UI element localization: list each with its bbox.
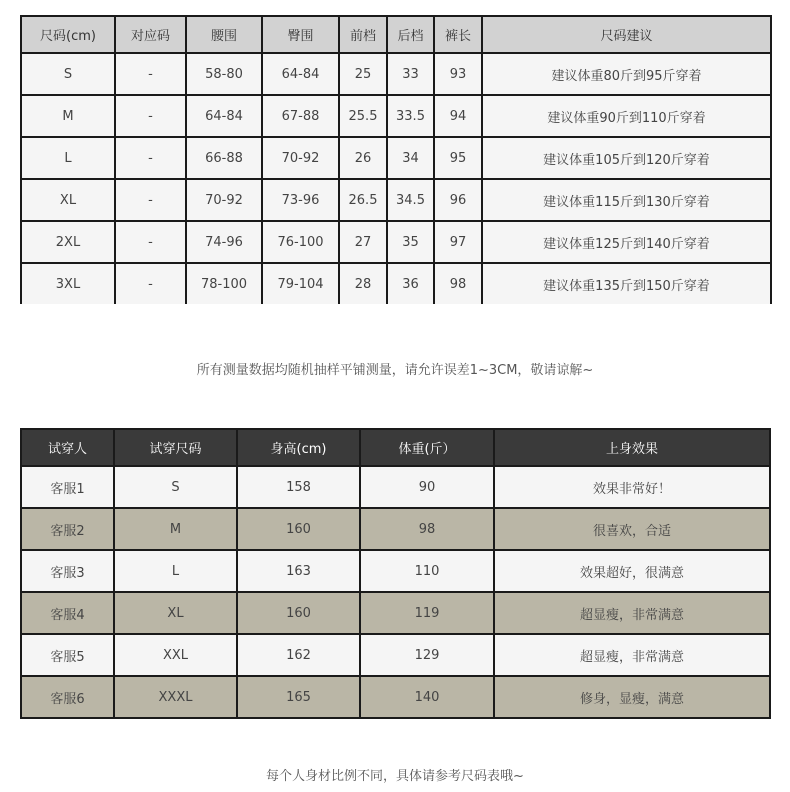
cell-equivalent-size: -	[115, 221, 186, 263]
cell-fit-effect: 效果超好，很满意	[494, 550, 770, 592]
cell-size: S	[21, 53, 115, 95]
cell-size-advice: 建议体重80斤到95斤穿着	[482, 53, 771, 95]
cell-hip: 76-100	[262, 221, 339, 263]
cell-waist: 58-80	[186, 53, 262, 95]
cell-back-rise: 36	[387, 263, 434, 304]
cell-equivalent-size: -	[115, 179, 186, 221]
cell-fit-effect: 效果非常好！	[494, 466, 770, 508]
cell-pants-length: 96	[434, 179, 482, 221]
header-tester: 试穿人	[21, 429, 114, 466]
header-back-rise: 后档	[387, 16, 434, 53]
cell-weight: 98	[360, 508, 494, 550]
cell-pants-length: 94	[434, 95, 482, 137]
header-weight: 体重(斤）	[360, 429, 494, 466]
try-on-row	[21, 592, 770, 634]
try-on-row	[21, 634, 770, 676]
cell-tested-size: XXL	[114, 634, 237, 676]
cell-back-rise: 34	[387, 137, 434, 179]
cell-height: 163	[237, 550, 360, 592]
header-size: 尺码(cm)	[21, 16, 115, 53]
cell-height: 158	[237, 466, 360, 508]
cell-waist: 78-100	[186, 263, 262, 304]
cell-tester: 客服4	[21, 592, 114, 634]
cell-back-rise: 35	[387, 221, 434, 263]
size-chart-table	[20, 15, 772, 304]
header-equivalent-size: 对应码	[115, 16, 186, 53]
cell-waist: 64-84	[186, 95, 262, 137]
cell-hip: 67-88	[262, 95, 339, 137]
try-on-row	[21, 466, 770, 508]
cell-height: 165	[237, 676, 360, 718]
cell-size: L	[21, 137, 115, 179]
cell-size-advice: 建议体重135斤到150斤穿着	[482, 263, 771, 304]
cell-weight: 110	[360, 550, 494, 592]
header-hip: 臀围	[262, 16, 339, 53]
header-tested-size: 试穿尺码	[114, 429, 237, 466]
cell-tested-size: M	[114, 508, 237, 550]
cell-waist: 70-92	[186, 179, 262, 221]
size-row	[21, 53, 771, 95]
cell-size-advice: 建议体重115斤到130斤穿着	[482, 179, 771, 221]
header-pants-length: 裤长	[434, 16, 482, 53]
cell-front-rise: 25.5	[339, 95, 387, 137]
cell-waist: 74-96	[186, 221, 262, 263]
cell-tester: 客服5	[21, 634, 114, 676]
cell-back-rise: 33.5	[387, 95, 434, 137]
cell-tested-size: L	[114, 550, 237, 592]
cell-weight: 129	[360, 634, 494, 676]
try-on-table	[20, 428, 771, 719]
cell-tester: 客服2	[21, 508, 114, 550]
cell-hip: 73-96	[262, 179, 339, 221]
cell-size-advice: 建议体重105斤到120斤穿着	[482, 137, 771, 179]
header-front-rise: 前档	[339, 16, 387, 53]
cell-size-advice: 建议体重125斤到140斤穿着	[482, 221, 771, 263]
size-row	[21, 95, 771, 137]
cell-tester: 客服1	[21, 466, 114, 508]
cell-tested-size: XXXL	[114, 676, 237, 718]
try-on-row	[21, 550, 770, 592]
cell-size: 2XL	[21, 221, 115, 263]
header-size-advice: 尺码建议	[482, 16, 771, 53]
cell-hip: 64-84	[262, 53, 339, 95]
cell-pants-length: 93	[434, 53, 482, 95]
cell-equivalent-size: -	[115, 137, 186, 179]
cell-hip: 79-104	[262, 263, 339, 304]
header-fit-effect: 上身效果	[494, 429, 770, 466]
cell-tester: 客服6	[21, 676, 114, 718]
cell-size: 3XL	[21, 263, 115, 304]
cell-fit-effect: 超显瘦，非常满意	[494, 592, 770, 634]
measurement-note: 所有测量数据均随机抽样平铺测量，请允许误差1~3CM，敬请谅解~	[196, 363, 594, 378]
cell-size: M	[21, 95, 115, 137]
cell-back-rise: 33	[387, 53, 434, 95]
cell-hip: 70-92	[262, 137, 339, 179]
cell-waist: 66-88	[186, 137, 262, 179]
cell-tested-size: XL	[114, 592, 237, 634]
cell-height: 160	[237, 508, 360, 550]
header-height: 身高(cm)	[237, 429, 360, 466]
cell-pants-length: 95	[434, 137, 482, 179]
size-row	[21, 179, 771, 221]
size-chart-header-row	[21, 16, 771, 53]
cell-height: 162	[237, 634, 360, 676]
cell-weight: 140	[360, 676, 494, 718]
cell-back-rise: 34.5	[387, 179, 434, 221]
try-on-row	[21, 508, 770, 550]
cell-pants-length: 98	[434, 263, 482, 304]
cell-equivalent-size: -	[115, 95, 186, 137]
cell-front-rise: 28	[339, 263, 387, 304]
cell-tester: 客服3	[21, 550, 114, 592]
cell-equivalent-size: -	[115, 263, 186, 304]
cell-front-rise: 26	[339, 137, 387, 179]
size-row	[21, 137, 771, 179]
cell-pants-length: 97	[434, 221, 482, 263]
cell-front-rise: 25	[339, 53, 387, 95]
cell-front-rise: 27	[339, 221, 387, 263]
size-row	[21, 221, 771, 263]
cell-height: 160	[237, 592, 360, 634]
body-proportion-note: 每个人身材比例不同，具体请参考尺码表哦~	[266, 769, 524, 784]
cell-equivalent-size: -	[115, 53, 186, 95]
try-on-header-row	[21, 429, 770, 466]
cell-weight: 119	[360, 592, 494, 634]
cell-tested-size: S	[114, 466, 237, 508]
size-row	[21, 263, 771, 304]
header-waist: 腰围	[186, 16, 262, 53]
cell-fit-effect: 修身，显瘦，满意	[494, 676, 770, 718]
cell-fit-effect: 很喜欢，合适	[494, 508, 770, 550]
cell-size-advice: 建议体重90斤到110斤穿着	[482, 95, 771, 137]
cell-front-rise: 26.5	[339, 179, 387, 221]
cell-size: XL	[21, 179, 115, 221]
try-on-row	[21, 676, 770, 718]
cell-fit-effect: 超显瘦，非常满意	[494, 634, 770, 676]
cell-weight: 90	[360, 466, 494, 508]
